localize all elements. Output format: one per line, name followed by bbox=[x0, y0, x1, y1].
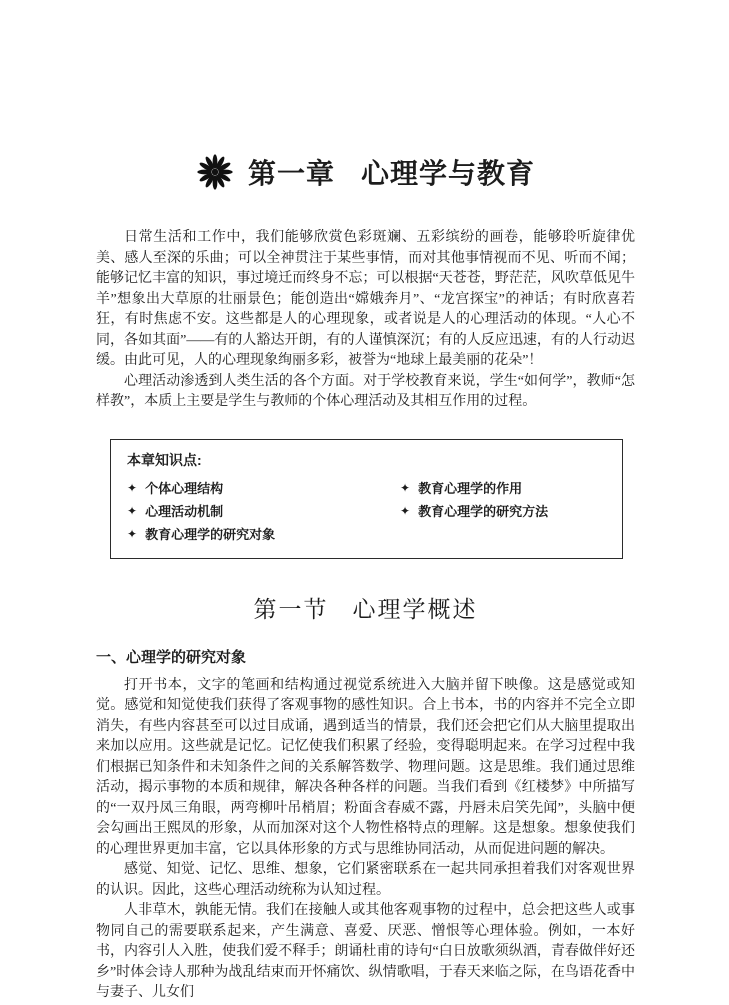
chapter-title bbox=[248, 152, 535, 192]
knowledge-item bbox=[127, 523, 400, 546]
knowledge-item-label: 教育心理学的研究方法 bbox=[418, 503, 549, 519]
four-point-star-icon: ✦ bbox=[400, 504, 411, 518]
knowledge-box-right-column bbox=[400, 477, 606, 546]
knowledge-item-label: 教育心理学的作用 bbox=[418, 480, 523, 496]
section-number: 第一节 bbox=[253, 596, 329, 622]
knowledge-item-label: 教育心理学的研究对象 bbox=[145, 526, 276, 542]
knowledge-item-label: 心理活动机制 bbox=[145, 503, 224, 519]
four-point-star-icon: ✦ bbox=[127, 481, 138, 495]
knowledge-item bbox=[400, 477, 606, 500]
four-point-star-icon: ✦ bbox=[400, 481, 411, 495]
subsection-heading: 一、心理学的研究对象 bbox=[96, 648, 247, 666]
flower-icon bbox=[196, 153, 234, 191]
chapter-heading bbox=[96, 152, 635, 192]
section-name: 心理学概述 bbox=[352, 596, 478, 622]
knowledge-box-columns bbox=[127, 477, 606, 546]
section-title bbox=[96, 591, 635, 624]
knowledge-item bbox=[400, 500, 606, 523]
knowledge-box-title: 本章知识点: bbox=[127, 451, 202, 468]
body-paragraph: 人非草木，孰能无情。我们在接触人或其他客观事物的过程中，总会把这些人或事物同自己的需要联系起来，产生满意、喜爱、厌恶、憎恨等心理体验。例如，一本好书，内容引人入胜，使我们爱不释手；朗诵杜甫的诗句“白日放歌须纵酒，青春做伴好还乡”时体会诗人那种为战乱结束而开怀痛饮、纵情歌唱，于春天来临之际，在鸟语花香中与妻子、儿女们 bbox=[96, 903, 635, 1000]
knowledge-item-label: 个体心理结构 bbox=[145, 480, 224, 496]
body-paragraph: 打开书本，文字的笔画和结构通过视觉系统进入大脑并留下映像。这是感觉或知觉。感觉和知觉使我们获得了客观事物的感性知识。合上书本，书的内容并不完全立即消失，有些内容甚至可以过目成诵，遇到适当的情景，我们还会把它们从大脑里提取出来加以应用。这些就是记忆。记忆使我们积累了经验，变得聪明起来。在学习过程中我们根据已知条件和未知条件之间的关系解答数学、物理问题。这是思维。我们通过思维活动，揭示事物的本质和规律，解决各种各样的问题。当我们看到《红楼梦》中所描写的“一双丹凤三角眼，两弯柳叶吊梢眉；粉面含春威不露，丹唇未启笑先闻”，头脑中便会勾画出王熙凤的形象，从而加深对这个人物性格特点的理解。这是想象。想象使我们的心理世界更加丰富，它以具体形象的方式与思维协同活动，从而促进问题的解决。 bbox=[96, 677, 635, 857]
body-paragraph: 感觉、知觉、记忆、思维、想象，它们紧密联系在一起共同承担着我们对客观世界的认识。因此，这些心理活动统称为认知过程。 bbox=[96, 862, 635, 898]
intro-paragraph: 日常生活和工作中，我们能够欣赏色彩斑斓、五彩缤纷的画卷，能够聆听旋律优美、感人至深的乐曲；可以全神贯注于某些事情，而对其他事情视而不见、听而不闻；能够记忆丰富的知识，事过境迁而终身不忘；可以根据“天苍苍，野茫茫，风吹草低见牛羊”想象出大草原的壮丽景色；能创造出“嫦娥奔月”、“龙宫探宝”的神话；有时欣喜若狂，有时焦虑不安。这些都是人的心理现象，或者说是人的心理活动的体现。“人心不同，各如其面”——有的人豁达开朗，有的人谨慎深沉；有的人反应迅速，有的人行动迟缓。由此可见，人的心理现象绚丽多彩，被誉为“地球上最美丽的花朵”！ bbox=[96, 230, 635, 368]
knowledge-item bbox=[127, 500, 400, 523]
intro-paragraph: 心理活动渗透到人类生活的各个方面。对于学校教育来说，学生“如何学”，教师“怎样教”，本质上主要是学生与教师的个体心理活动及其相互作用的过程。 bbox=[96, 373, 635, 409]
chapter-number: 第一章 bbox=[247, 158, 335, 189]
knowledge-box-left-column bbox=[127, 477, 400, 546]
four-point-star-icon: ✦ bbox=[127, 504, 138, 518]
chapter-name: 心理学与教育 bbox=[361, 158, 536, 189]
knowledge-item bbox=[127, 477, 400, 500]
knowledge-box bbox=[110, 439, 623, 559]
four-point-star-icon: ✦ bbox=[127, 527, 138, 541]
